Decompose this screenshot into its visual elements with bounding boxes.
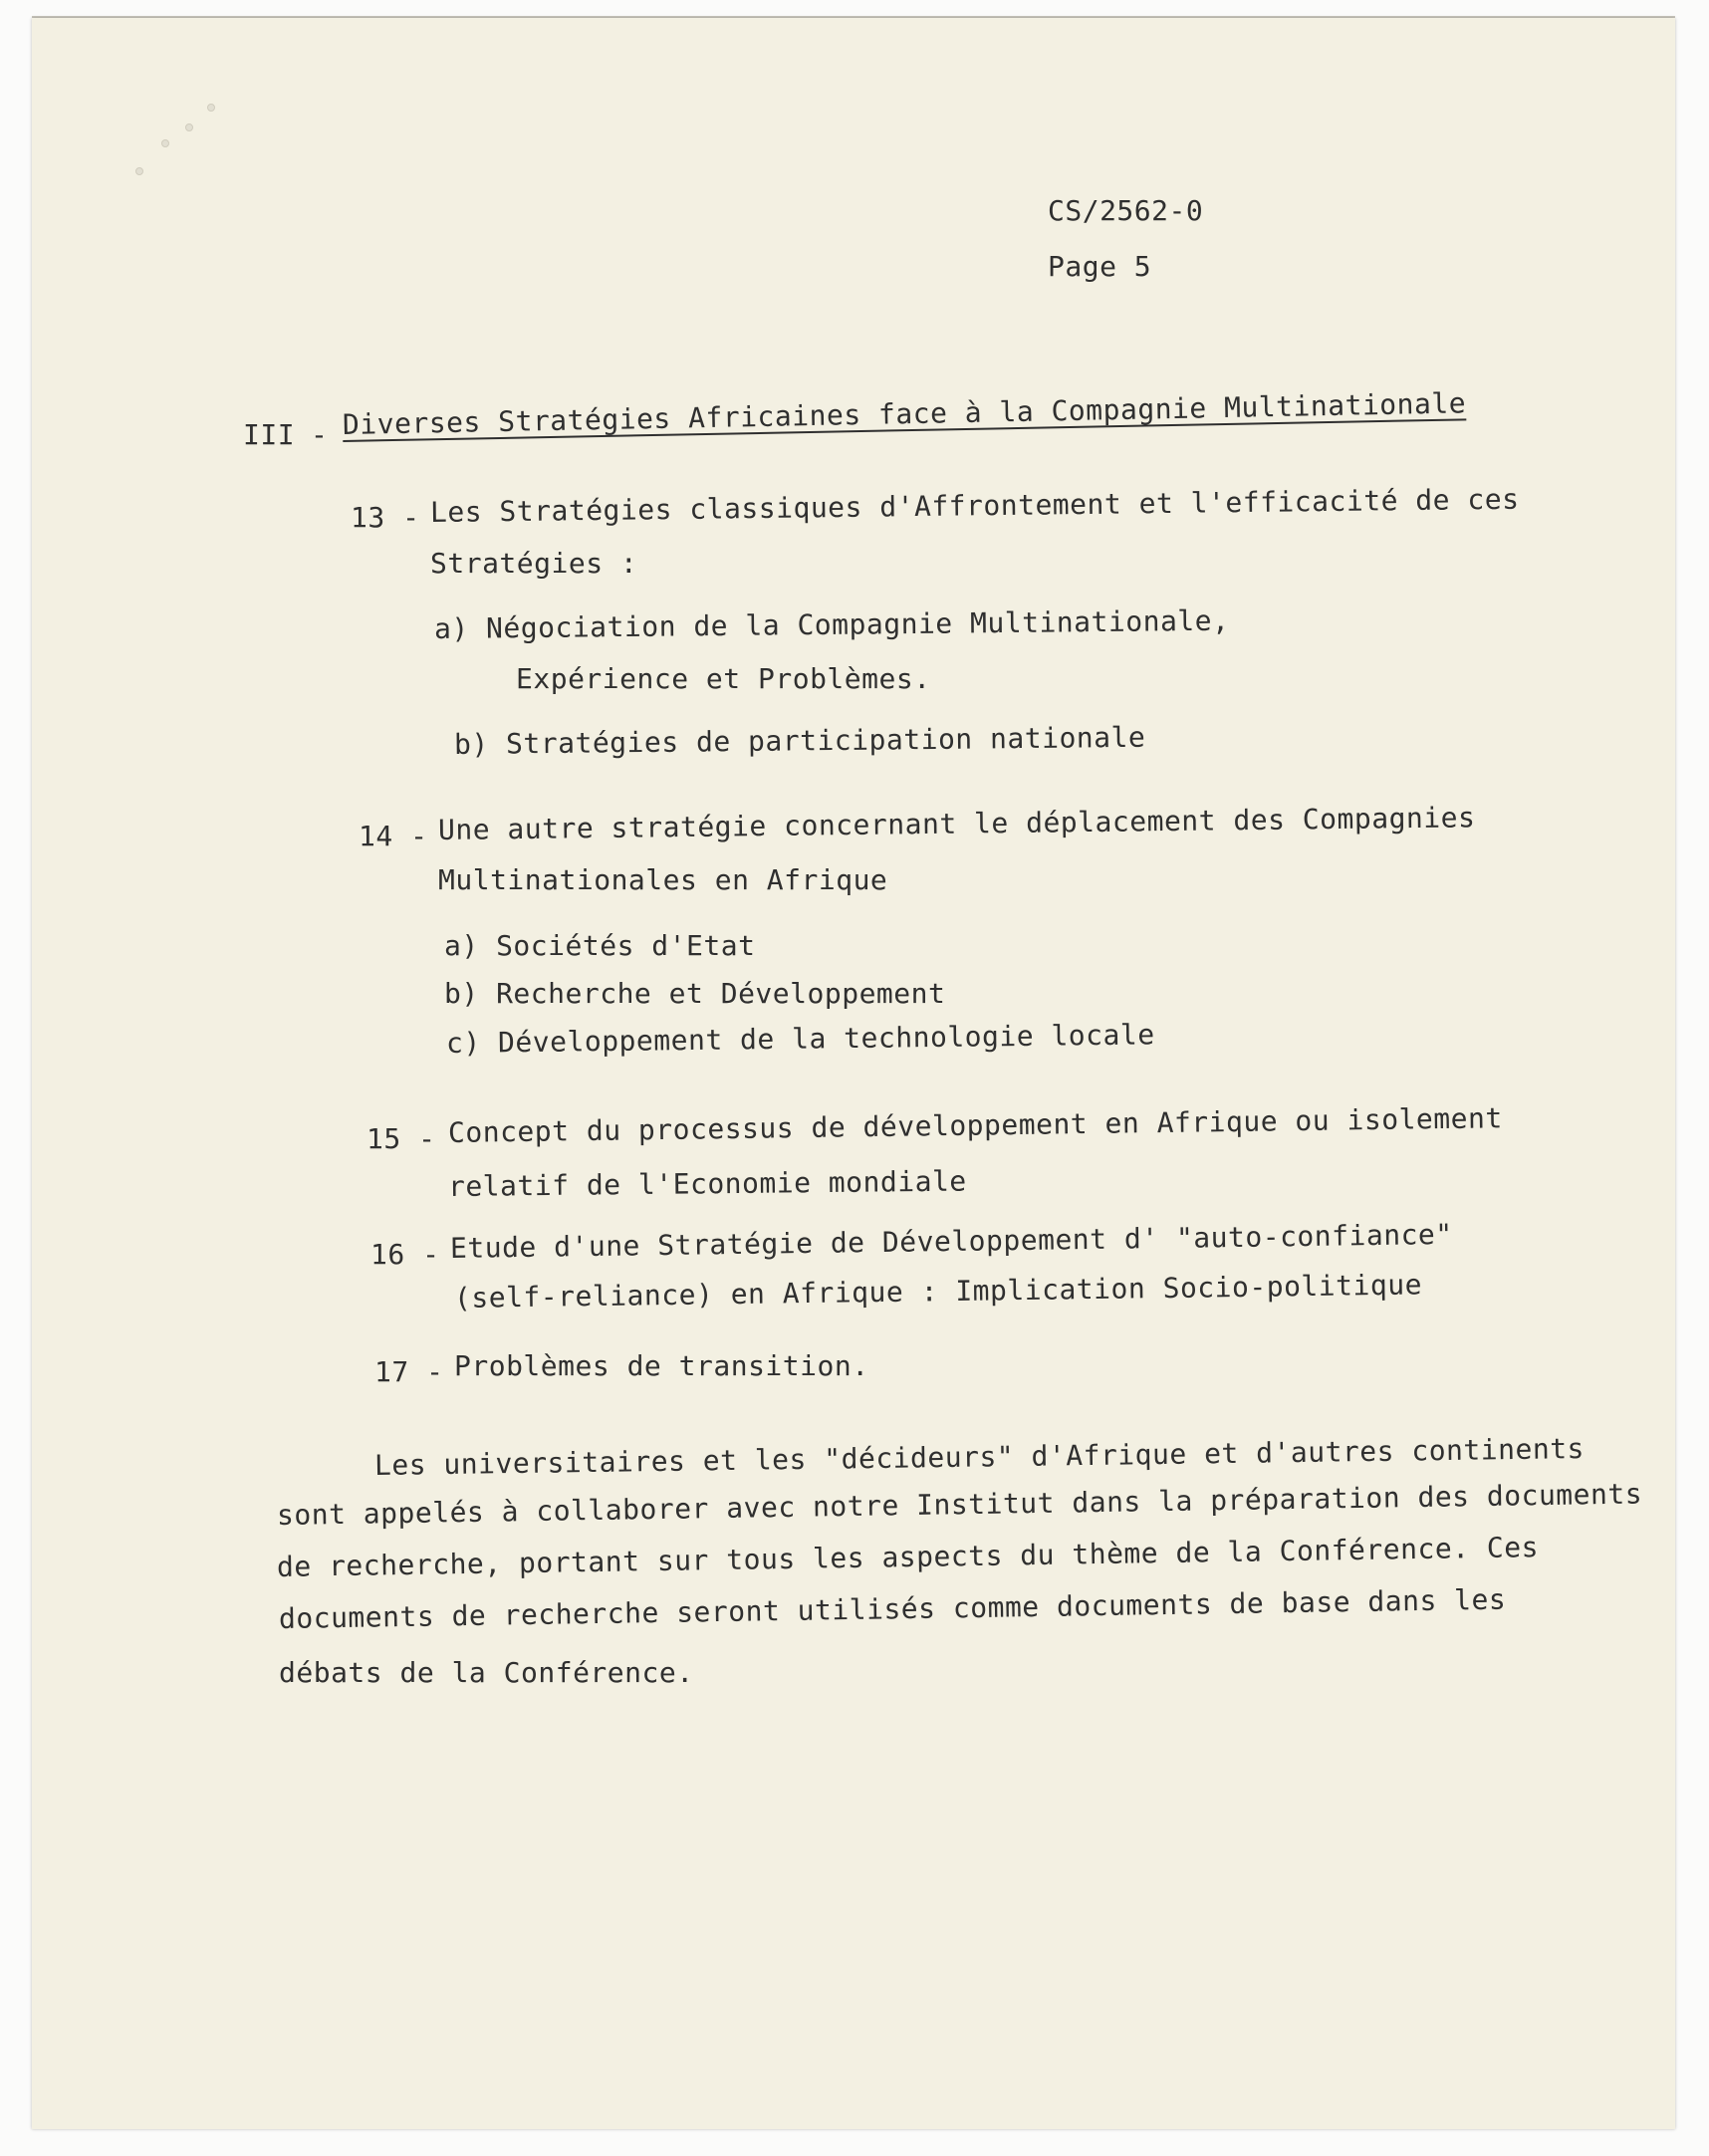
perforation-hole	[135, 167, 143, 175]
paragraph-line-1: Les universitaires et les "décideurs" d'Afrique et d'autres continents	[373, 1432, 1586, 1482]
paragraph-line-3: de recherche, portant sur tous les aspects du thème de la Conférence. Ces	[276, 1531, 1540, 1583]
item-16-number: 16 -	[370, 1238, 440, 1271]
item-13-b: b) Stratégies de participation nationale	[453, 720, 1146, 761]
paragraph-line-5: débats de la Conférence.	[279, 1656, 694, 1689]
perforation-hole	[161, 139, 169, 147]
item-13-line-1: Les Stratégies classiques d'Affrontement et l'efficacité de ces	[429, 482, 1520, 529]
section-dash: -	[311, 418, 329, 451]
item-15-line-1: Concept du processus de développement en Afrique ou isolement	[447, 1101, 1503, 1149]
paragraph-line-4: documents de recherche seront utilisés comme documents de base dans les	[278, 1582, 1507, 1635]
item-13-a-line-1: a) Négociation de la Compagnie Multinationale,	[433, 603, 1230, 645]
perforation-hole	[185, 123, 193, 131]
item-14-line-2: Multinationales en Afrique	[438, 863, 888, 896]
item-13-line-2: Stratégies :	[430, 547, 638, 580]
item-14-c: c) Développement de la technologie locale	[445, 1018, 1155, 1060]
item-14-a: a) Sociétés d'Etat	[444, 929, 756, 962]
document-reference: CS/2562-0	[1048, 194, 1204, 227]
page-number: Page 5	[1048, 250, 1152, 283]
section-title: Diverses Stratégies Africaines face à la Compagnie Multinationale	[342, 386, 1467, 441]
item-16-line-1: Etude d'une Stratégie de Développement d' "auto-confiance"	[449, 1217, 1453, 1265]
section-number: III	[243, 418, 296, 451]
item-13-a-line-2: Expérience et Problèmes.	[516, 662, 931, 695]
perforation-hole	[207, 104, 215, 112]
item-13-number: 13 -	[351, 501, 420, 534]
item-14-b: b) Recherche et Développement	[444, 977, 946, 1010]
item-17-number: 17 -	[374, 1355, 444, 1388]
document-sheet	[32, 18, 1675, 2129]
item-14-line-1: Une autre stratégie concernant le déplacement des Compagnies	[437, 801, 1476, 846]
item-17-line-1: Problèmes de transition.	[454, 1349, 869, 1382]
paragraph-line-2: sont appelés à collaborer avec notre Institut dans la préparation des documents	[276, 1477, 1643, 1532]
item-15-number: 15 -	[366, 1122, 436, 1155]
item-15-line-2: relatif de l'Economie mondiale	[447, 1164, 967, 1203]
item-16-line-2: (self-reliance) en Afrique : Implication Socio-politique	[453, 1268, 1423, 1315]
item-14-number: 14 -	[359, 820, 428, 852]
